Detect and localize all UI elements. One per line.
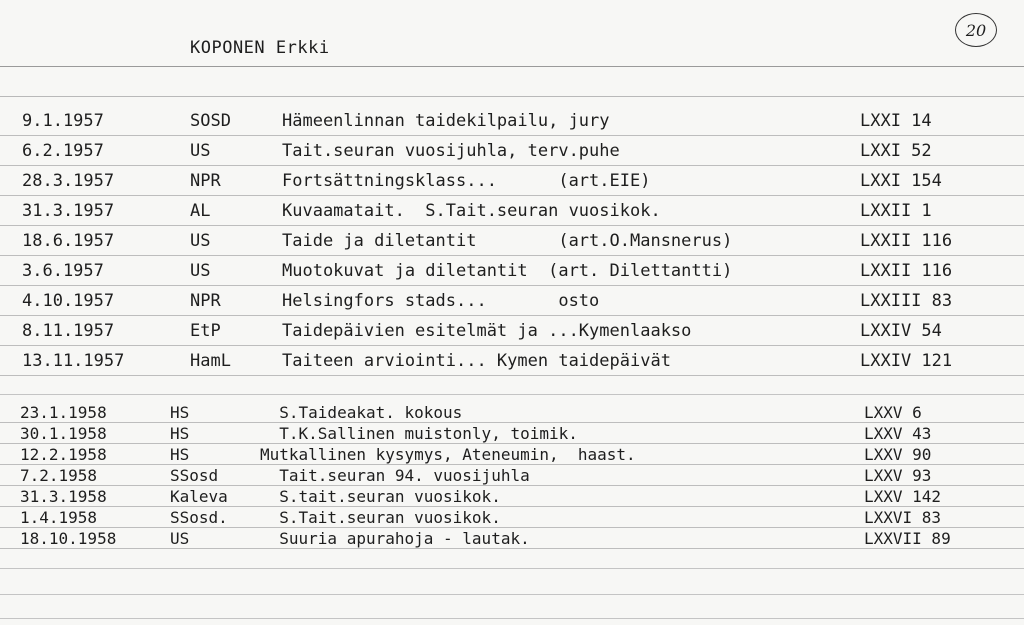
entry-row bbox=[0, 106, 1024, 136]
entry-date: 4.10.1957 bbox=[22, 291, 115, 311]
entry-ref: LXXI 14 bbox=[860, 111, 932, 131]
entry-row bbox=[0, 286, 1024, 316]
entry-row bbox=[0, 196, 1024, 226]
ruled-line bbox=[0, 375, 1024, 376]
entry-ref: LXXII 1 bbox=[860, 201, 932, 221]
entry-date: 18.10.1958 bbox=[20, 529, 117, 548]
entry-date: 1.4.1958 bbox=[20, 508, 98, 527]
entry-title: Tait.seuran 94. vuosijuhla bbox=[260, 466, 530, 485]
entry-title: Suuria apurahoja - lautak. bbox=[260, 529, 530, 548]
entry-date: 9.1.1957 bbox=[22, 111, 104, 131]
ruled-line bbox=[0, 96, 1024, 97]
entry-title: Fortsättningsklass... (art.EIE) bbox=[282, 171, 651, 191]
entry-ref: LXXI 154 bbox=[860, 171, 942, 191]
entry-source: US bbox=[190, 141, 211, 161]
entry-source: HS bbox=[170, 445, 190, 464]
entry-row bbox=[0, 486, 1024, 507]
entry-source: Kaleva bbox=[170, 487, 228, 506]
entry-title: Kuvaamatait. S.Tait.seuran vuosikok. bbox=[282, 201, 661, 221]
entry-row bbox=[0, 444, 1024, 465]
header-rule bbox=[0, 66, 1024, 67]
entry-ref: LXXII 116 bbox=[860, 261, 953, 281]
entry-title: S.tait.seuran vuosikok. bbox=[260, 487, 501, 506]
entry-title: Taide ja diletantit (art.O.Mansnerus) bbox=[282, 231, 733, 251]
entry-row bbox=[0, 256, 1024, 286]
entry-source: SSosd bbox=[170, 466, 219, 485]
entry-source: US bbox=[190, 231, 211, 251]
entry-date: 30.1.1958 bbox=[20, 424, 107, 443]
entry-ref: LXXV 43 bbox=[864, 424, 932, 443]
entry-ref: LXXV 90 bbox=[864, 445, 932, 464]
entry-date: 6.2.1957 bbox=[22, 141, 104, 161]
entry-ref: LXXII 116 bbox=[860, 231, 953, 251]
entry-date: 31.3.1957 bbox=[22, 201, 115, 221]
entry-title: S.Tait.seuran vuosikok. bbox=[260, 508, 501, 527]
entry-ref: LXXVII 89 bbox=[864, 529, 951, 548]
entry-ref: LXXV 6 bbox=[864, 403, 922, 422]
entry-source: NPR bbox=[190, 171, 221, 191]
entry-title: Helsingfors stads... osto bbox=[282, 291, 600, 311]
ruled-line bbox=[0, 594, 1024, 595]
entry-date: 31.3.1958 bbox=[20, 487, 107, 506]
entry-source: US bbox=[190, 261, 211, 281]
card-number-circle: 20 bbox=[955, 13, 997, 47]
entry-date: 12.2.1958 bbox=[20, 445, 107, 464]
entry-date: 28.3.1957 bbox=[22, 171, 115, 191]
entry-row bbox=[0, 528, 1024, 549]
entry-title: Mutkallinen kysymys, Ateneumin, haast. bbox=[260, 445, 636, 464]
entry-row bbox=[0, 402, 1024, 423]
entry-row bbox=[0, 423, 1024, 444]
entry-title: Taiteen arviointi... Kymen taidepäivät bbox=[282, 351, 671, 371]
entry-source: HS bbox=[170, 424, 190, 443]
ruled-line bbox=[0, 618, 1024, 619]
entry-source: AL bbox=[190, 201, 211, 221]
entry-date: 18.6.1957 bbox=[22, 231, 115, 251]
entry-date: 7.2.1958 bbox=[20, 466, 98, 485]
ruled-line bbox=[0, 568, 1024, 569]
entry-title: T.K.Sallinen muistonly, toimik. bbox=[260, 424, 578, 443]
entry-ref: LXXVI 83 bbox=[864, 508, 942, 527]
entry-source: HS bbox=[170, 403, 190, 422]
entry-date: 8.11.1957 bbox=[22, 321, 115, 341]
entry-date: 13.11.1957 bbox=[22, 351, 125, 371]
entry-source: SSosd. bbox=[170, 508, 228, 527]
entry-date: 3.6.1957 bbox=[22, 261, 104, 281]
entry-row bbox=[0, 507, 1024, 528]
entry-date: 23.1.1958 bbox=[20, 403, 107, 422]
entry-source: HamL bbox=[190, 351, 231, 371]
entry-row bbox=[0, 316, 1024, 346]
entry-ref: LXXIV 121 bbox=[860, 351, 953, 371]
entry-ref: LXXV 93 bbox=[864, 466, 932, 485]
entry-row bbox=[0, 465, 1024, 486]
entry-title: Hämeenlinnan taidekilpailu, jury bbox=[282, 111, 610, 131]
ruled-line bbox=[0, 548, 1024, 549]
entry-ref: LXXI 52 bbox=[860, 141, 932, 161]
entry-source: SOSD bbox=[190, 111, 231, 131]
entry-source: EtP bbox=[190, 321, 221, 341]
entry-row bbox=[0, 136, 1024, 166]
entry-source: US bbox=[170, 529, 190, 548]
entry-ref: LXXIII 83 bbox=[860, 291, 953, 311]
entry-title: S.Taideakat. kokous bbox=[260, 403, 463, 422]
entry-ref: LXXIV 54 bbox=[860, 321, 942, 341]
entry-row bbox=[0, 226, 1024, 256]
entry-row bbox=[0, 166, 1024, 196]
entry-source: NPR bbox=[190, 291, 221, 311]
entry-row bbox=[0, 346, 1024, 376]
entry-title: Muotokuvat ja diletantit (art. Dilettantti) bbox=[282, 261, 733, 281]
entry-title: Tait.seuran vuosijuhla, terv.puhe bbox=[282, 141, 620, 161]
entry-ref: LXXV 142 bbox=[864, 487, 942, 506]
ruled-line bbox=[0, 394, 1024, 395]
person-name: KOPONEN Erkki bbox=[190, 38, 330, 58]
entry-title: Taidepäivien esitelmät ja ...Kymenlaakso bbox=[282, 321, 692, 341]
